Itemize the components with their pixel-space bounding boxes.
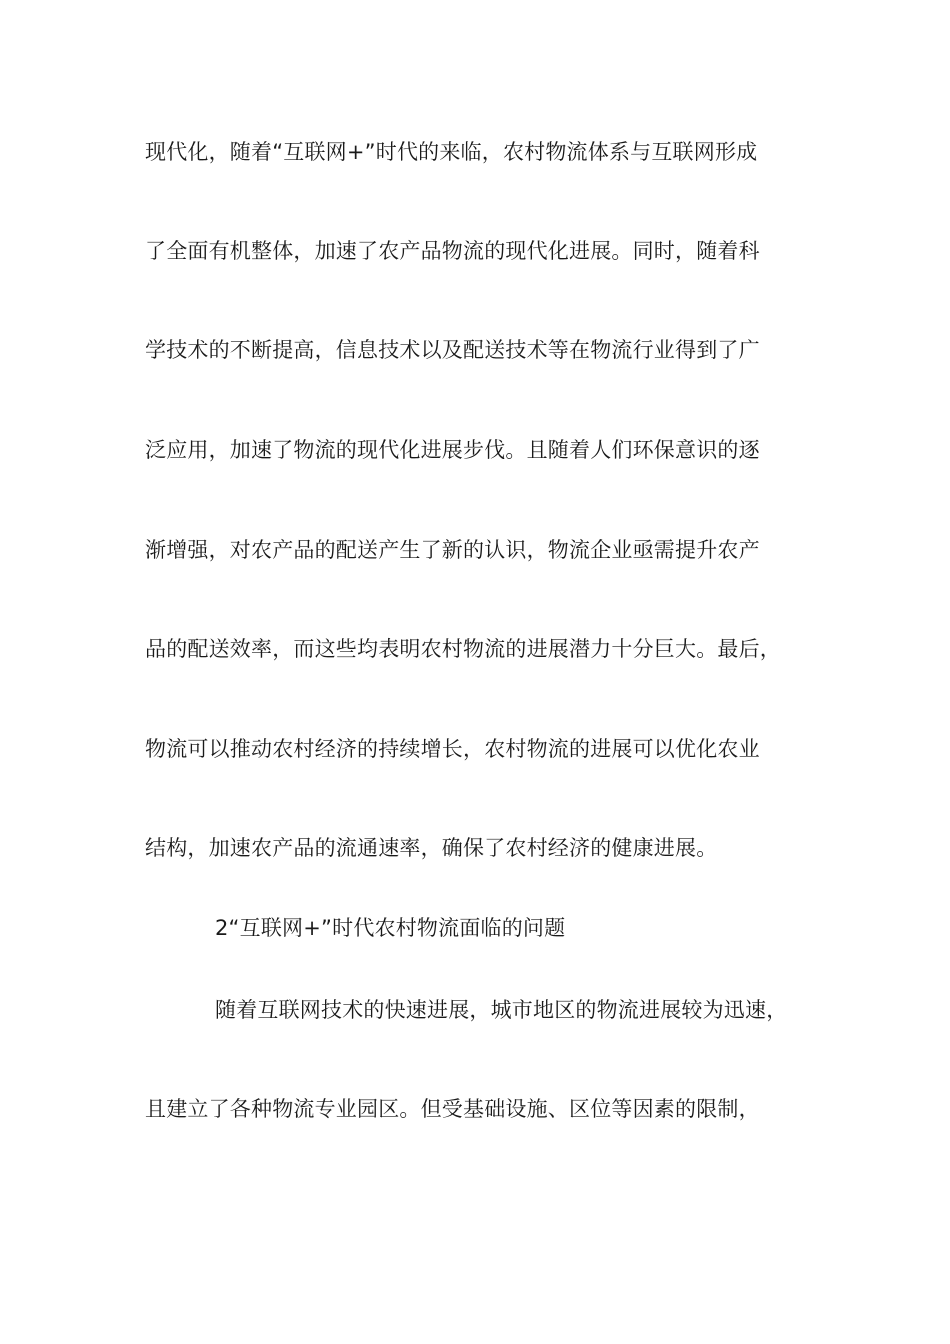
- paragraph-line: 随着互联网技术的快速进展，城市地区的物流进展较为迅速，: [215, 998, 788, 1022]
- paragraph-line: 品的配送效率，而这些均表明农村物流的进展潜力十分巨大。最后，: [145, 637, 781, 661]
- paragraph-line: 泛应用，加速了物流的现代化进展步伐。且随着人们环保意识的逐: [145, 438, 760, 462]
- paragraph-line: 了全面有机整体，加速了农产品物流的现代化进展。同时，随着科: [145, 239, 760, 263]
- paragraph-line: 现代化，随着“互联网+”时代的来临，农村物流体系与互联网形成: [145, 140, 758, 164]
- section-heading: 2“互联网+”时代农村物流面临的问题: [215, 916, 566, 940]
- paragraph-line: 物流可以推动农村经济的持续增长，农村物流的进展可以优化农业: [145, 737, 760, 761]
- paragraph-line: 学技术的不断提高，信息技术以及配送技术等在物流行业得到了广: [145, 338, 760, 362]
- paragraph-line: 渐增强，对农产品的配送产生了新的认识，物流企业亟需提升农产: [145, 538, 760, 562]
- paragraph-line: 结构，加速农产品的流通速率，确保了农村经济的健康进展。: [145, 836, 718, 860]
- paragraph-line: 且建立了各种物流专业园区。但受基础设施、区位等因素的限制，: [145, 1097, 760, 1121]
